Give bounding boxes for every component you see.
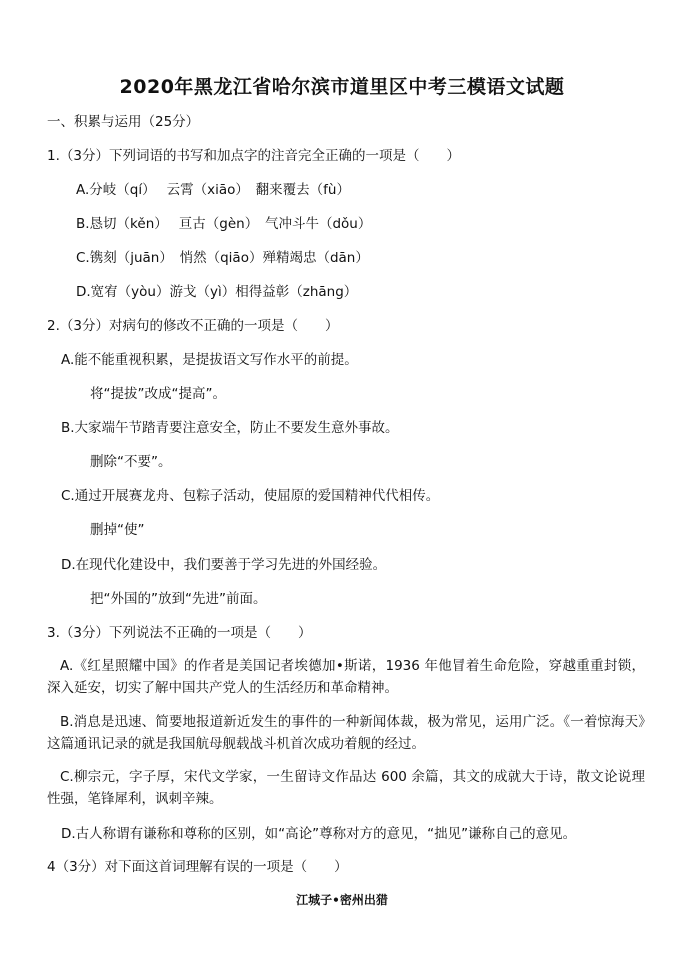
question-2-stem: 2.（3分）对病句的修改不正确的一项是（ ） (47, 318, 339, 334)
question-1-option-d: D.宽宥（yòu）游戈（yì）相得益彰（zhāng） (76, 284, 358, 300)
question-2-option-d-fix: 把“外国的”放到“先进”前面。 (90, 591, 267, 607)
poem-title: 江城子•密州出猎 (296, 893, 388, 907)
question-3-option-c: C.柳宗元，字子厚，宋代文学家，一生留诗文作品达 600 余篇，其文的成就大于诗，散文论说理性强，笔锋犀利，讽刺辛辣。 (47, 769, 645, 807)
question-1-stem: 1.（3分）下列词语的书写和加点字的注音完全正确的一项是（ ） (47, 148, 460, 164)
question-2-option-c: C.通过开展赛龙舟、包粽子活动，使屈原的爱国精神代代相传。 (61, 488, 440, 504)
section-heading: 一、积累与运用（25分） (47, 114, 200, 130)
question-1-option-c: C.镌刻（juān） 悄然（qiāo）殚精竭忠（dān） (76, 250, 369, 266)
question-3-option-d: D.古人称谓有谦称和尊称的区别，如“高论”尊称对方的意见，“拙见”谦称自己的意见。 (61, 826, 577, 842)
question-2-option-a: A.能不能重视积累，是提拔语文写作水平的前提。 (61, 352, 358, 368)
question-1-option-b: B.恳切（kěn） 亘古（gèn） 气冲斗牛（dǒu） (76, 216, 372, 232)
question-2-option-b: B.大家端午节踏青要注意安全，防止不要发生意外事故。 (61, 420, 399, 436)
question-2-option-d: D.在现代化建设中，我们要善于学习先进的外国经验。 (61, 557, 387, 573)
question-3-option-b: B.消息是迅速、简要地报道新近发生的事件的一种新闻体裁，极为常见，运用广泛。《一着惊海天》这篇通讯记录的就是我国航母舰载战斗机首次成功着舰的经过。 (47, 714, 645, 752)
question-2-option-b-fix: 删除“不要”。 (90, 454, 172, 470)
question-3-option-a: A.《红星照耀中国》的作者是美国记者埃德加•斯诺，1936 年他冒着生命危险，穿越重重封锁，深入延安，切实了解中国共产党人的生活经历和革命精神。 (47, 658, 645, 696)
question-3-stem: 3.（3分）下列说法不正确的一项是（ ） (47, 625, 312, 641)
page-title: 2020年黑龙江省哈尔滨市道里区中考三模语文试题 (119, 76, 565, 98)
question-4-stem: 4（3分）对下面这首词理解有误的一项是（ ） (47, 859, 348, 875)
question-2-option-c-fix: 删掉“使” (90, 522, 145, 538)
question-2-option-a-fix: 将“提拔”改成“提高”。 (90, 386, 226, 402)
question-1-option-a: A.分岐（qí） 云霄（xiāo） 翻来覆去（fù） (76, 182, 350, 198)
